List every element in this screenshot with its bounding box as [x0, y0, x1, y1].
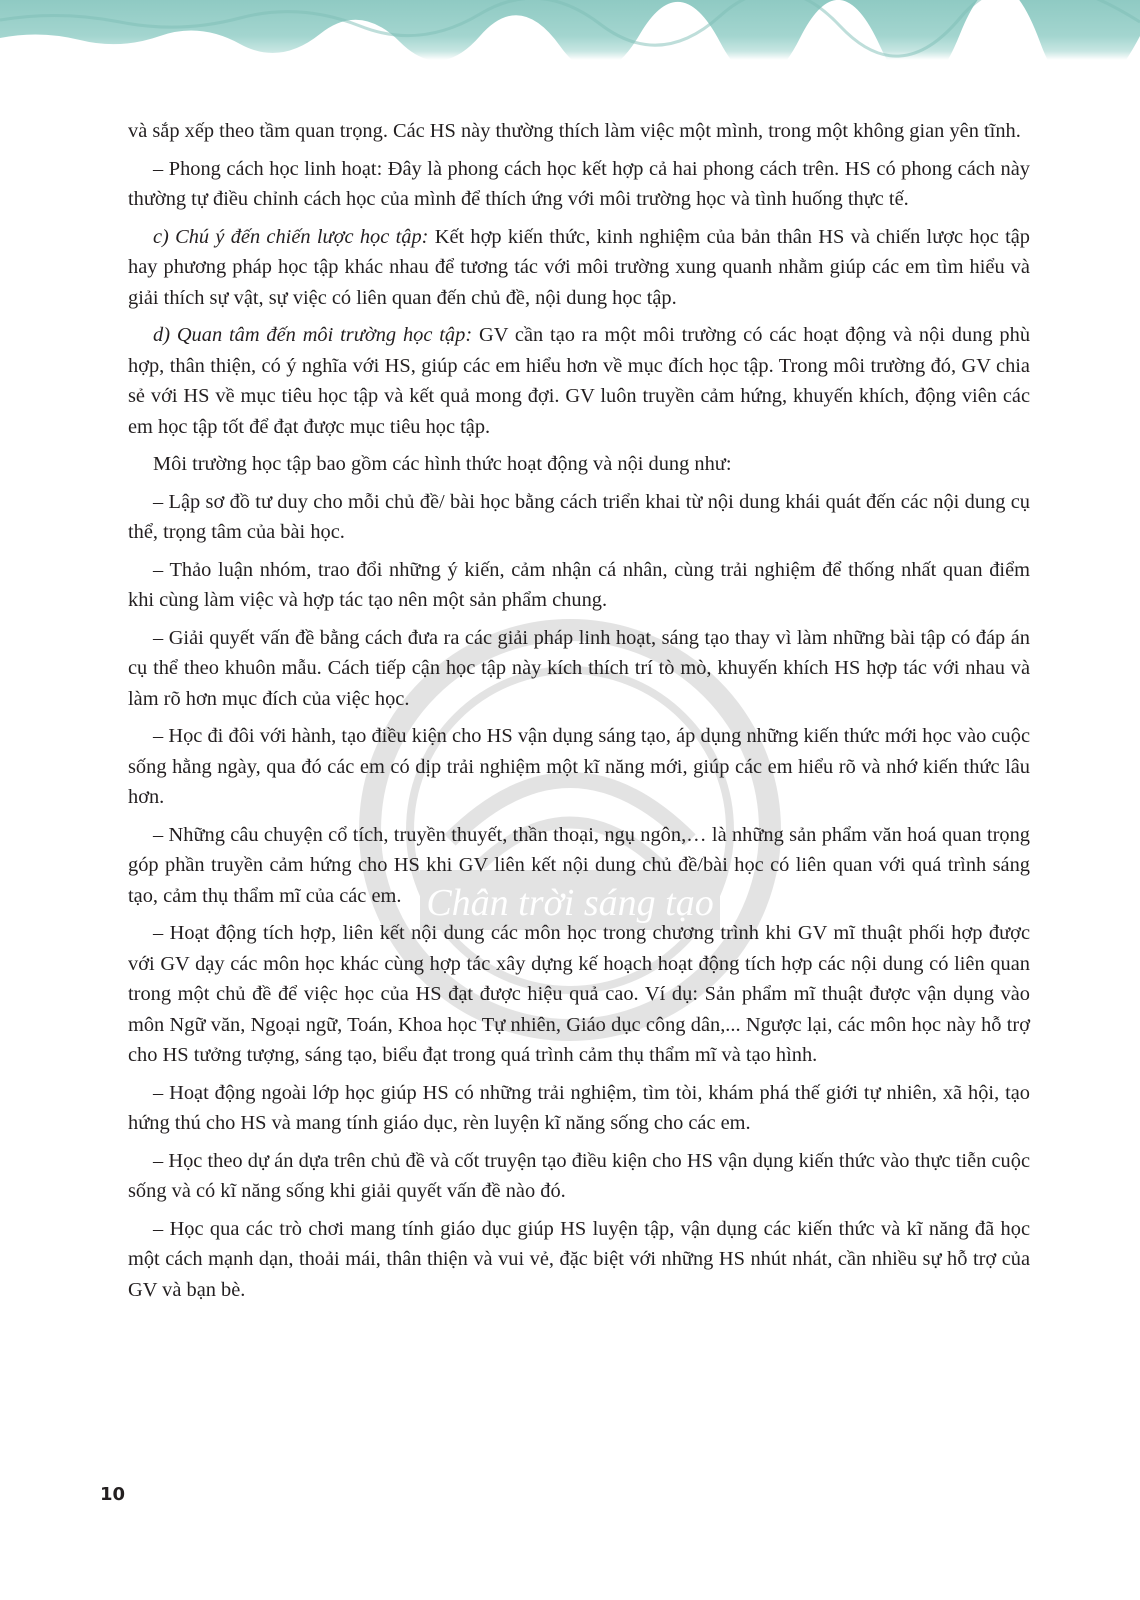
- list-item: – Những câu chuyện cổ tích, truyền thuyết, thần thoại, ngụ ngôn,… là những sản phẩm văn hoá quan trọng góp phần truyền cảm hứng cho HS khi GV liên kết nội dung chủ đề/bài học có liên quan với quá trình sáng tạo, cảm thụ thẩm mĩ của các em.: [128, 823, 1030, 907]
- list-item: – Thảo luận nhóm, trao đổi những ý kiến, cảm nhận cá nhân, cùng trải nghiệm để thống nhất quan điểm khi cùng làm việc và hợp tác tạo nên một sản phẩm chung.: [128, 558, 1030, 611]
- decorative-top-band: [0, 0, 1140, 60]
- body-text: [128, 116, 1030, 1312]
- paragraph-lead: d) Quan tâm đến môi trường học tập:: [153, 324, 473, 346]
- list-item: – Lập sơ đồ tư duy cho mỗi chủ đề/ bài học bằng cách triển khai từ nội dung khái quát đến các nội dung cụ thể, trọng tâm của bài học.: [128, 490, 1030, 543]
- paragraph: và sắp xếp theo tầm quan trọng. Các HS này thường thích làm việc một mình, trong một không gian yên tĩnh.: [128, 120, 1021, 142]
- page-number: 10: [100, 1484, 126, 1505]
- paragraph: c) Chú ý đến chiến lược học tập: Kết hợp kiến thức, kinh nghiệm của bản thân HS và chiến lược học tập hay phương pháp học tập khác nhau để tương tác với môi trường xung quanh nhằm giúp các em tìm hiểu và giải thích sự vật, sự việc có liên quan đến chủ đề, nội dung học tập.: [128, 225, 1031, 309]
- list-item: – Học qua các trò chơi mang tính giáo dục giúp HS luyện tập, vận dụng các kiến thức và kĩ năng đã học một cách mạnh dạn, thoải mái, thân thiện và vui vẻ, đặc biệt với những HS nhút nhát, cần nhiều sự hỗ trợ của GV và bạn bè.: [128, 1217, 1030, 1301]
- paragraph: – Phong cách học linh hoạt: Đây là phong cách học kết hợp cả hai phong cách trên. HS có phong cách này thường tự điều chỉnh cách học của mình để thích ứng với môi trường học và tình huống thực tế.: [128, 157, 1030, 210]
- watermark-text: Chân trời sáng tạo: [426, 882, 714, 924]
- list-item: – Hoạt động ngoài lớp học giúp HS có những trải nghiệm, tìm tòi, khám phá thế giới tự nhiên, xã hội, tạo hứng thú cho HS và mang tính giáo dục, rèn luyện kĩ năng sống cho các em.: [128, 1081, 1030, 1134]
- list-item: – Giải quyết vấn đề bằng cách đưa ra các giải pháp linh hoạt, sáng tạo thay vì làm những bài tập có đáp án cụ thể theo khuôn mẫu. Cách tiếp cận học tập này kích thích trí tò mò, khuyến khích HS hợp tác với nhau và làm rõ hơn mục đích của việc học.: [128, 626, 1030, 710]
- paragraph: d) Quan tâm đến môi trường học tập: GV cần tạo ra một môi trường có các hoạt động và nội dung phù hợp, thân thiện, có ý nghĩa với HS, giúp các em hiểu hơn về mục đích học tập. Trong môi trường đó, GV chia sẻ với HS về mục tiêu học tập và kết quả mong đợi. GV luôn truyền cảm hứng, khuyến khích, động viên các em học tập tốt để đạt được mục tiêu học tập.: [128, 324, 1031, 438]
- list-item: – Học theo dự án dựa trên chủ đề và cốt truyện tạo điều kiện cho HS vận dụng kiến thức vào thực tiễn cuộc sống và có kĩ năng sống khi giải quyết vấn đề nào đó.: [128, 1149, 1030, 1202]
- paragraph-lead: c) Chú ý đến chiến lược học tập:: [153, 225, 429, 248]
- paragraph: Môi trường học tập bao gồm các hình thức hoạt động và nội dung như:: [153, 453, 732, 475]
- list-item: – Hoạt động tích hợp, liên kết nội dung các môn học trong chương trình khi GV mĩ thuật phối hợp được với GV dạy các môn học khác cùng hợp tác xây dựng kế hoạch hoạt động tích hợp các nội dung có liên quan trong một chủ đề để việc học của HS đạt được hiệu quả cao. Ví dụ: Sản phẩm mĩ thuật được vận dụng vào môn Ngữ văn, Ngoại ngữ, Toán, Khoa học Tự nhiên, Giáo dục công dân,... Ngược lại, các môn học này hỗ trợ cho HS tưởng tượng, sáng tạo, biểu đạt trong quá trình cảm thụ thẩm mĩ và tạo hình.: [128, 922, 1030, 1066]
- list-item: – Học đi đôi với hành, tạo điều kiện cho HS vận dụng sáng tạo, áp dụng những kiến thức mới học vào cuộc sống hằng ngày, qua đó các em có dịp trải nghiệm một kĩ năng mới, giúp các em hiểu rõ và nhớ kiến thức lâu hơn.: [128, 725, 1030, 808]
